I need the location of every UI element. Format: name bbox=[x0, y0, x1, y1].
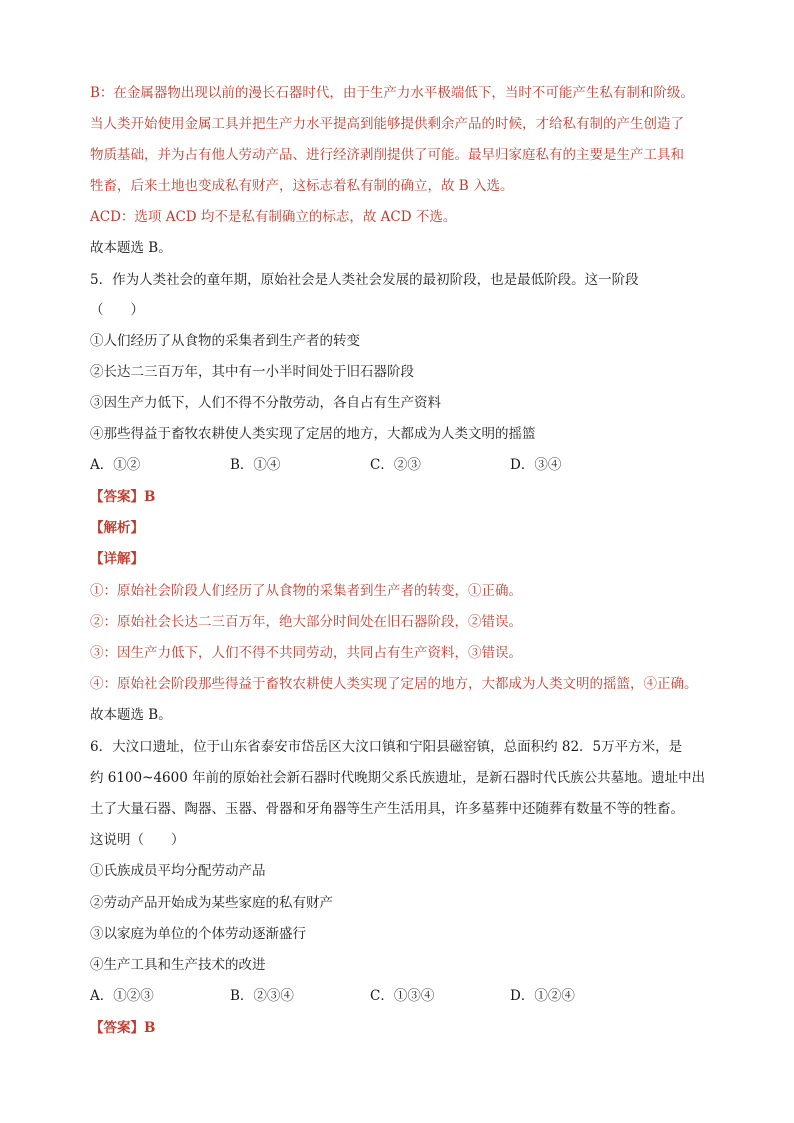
q6-item-3: ③以家庭为单位的个体劳动逐渐盛行 bbox=[90, 926, 306, 942]
q6-stem-line-2: 约 6100~4600 年前的原始社会新石器时代晚期父系氏族遗址，是新石器时代氏族公共墓地。遗址中出 bbox=[90, 770, 706, 786]
q5-options bbox=[90, 455, 730, 475]
q5-explain-4: ④：原始社会阶段那些得益于畜牧农耕使人类实现了定居的地方，大都成为人类文明的摇篮，④正确。 bbox=[90, 676, 698, 692]
q5-option-c: C．②③ bbox=[370, 457, 421, 473]
q6-option-c: C．①③④ bbox=[370, 988, 435, 1004]
q4-explain-b-line-4: 牲畜，后来土地也变成私有财产，这标志着私有制的确立，故 B 入选。 bbox=[90, 178, 514, 194]
q6-stem-line-1: 6．大汶口遗址，位于山东省泰安市岱岳区大汶口镇和宁阳县磁窑镇，总面积约 82．5万平方米，是 bbox=[90, 739, 683, 755]
q5-explain-3: ③：因生产力低下，人们不得不共同劳动，共同占有生产资料，③错误。 bbox=[90, 645, 522, 661]
q4-conclusion: 故本题选 B。 bbox=[90, 240, 172, 256]
q6-option-a: A．①②③ bbox=[90, 988, 154, 1004]
q5-item-2: ②长达二三百万年，其中有一小半时间处于旧石器阶段 bbox=[90, 364, 414, 380]
q5-stem-line-2: （ ） bbox=[90, 302, 144, 318]
q6-options bbox=[90, 986, 730, 1006]
q4-explain-b-line-2: 当人类开始使用金属工具并把生产力水平提高到能够提供剩余产品的时候，才给私有制的产生创造了 bbox=[90, 116, 684, 132]
q4-explain-acd: ACD：选项 ACD 均不是私有制确立的标志，故 ACD 不选。 bbox=[90, 209, 457, 225]
q5-answer: 【答案】B bbox=[90, 489, 156, 505]
q6-stem-line-3: 土了大量石器、陶器、玉器、骨器和牙角器等生产生活用具，许多墓葬中还随葬有数量不等的牲畜。 bbox=[90, 801, 684, 817]
q6-stem-line-4: 这说明（ ） bbox=[90, 832, 185, 848]
q6-item-1: ①氏族成员平均分配劳动产品 bbox=[90, 863, 266, 879]
q6-item-4: ④生产工具和生产技术的改进 bbox=[90, 957, 266, 973]
q6-option-d: D．①②④ bbox=[510, 988, 575, 1004]
q4-explain-b-line-1: B：在金属器物出现以前的漫长石器时代，由于生产力水平极端低下，当时不可能产生私有制和阶级。 bbox=[90, 85, 694, 101]
q5-option-a: A．①② bbox=[90, 457, 141, 473]
q5-explain-1: ①：原始社会阶段人们经历了从食物的采集者到生产者的转变，①正确。 bbox=[90, 583, 522, 599]
q5-detail-heading: 【详解】 bbox=[90, 551, 144, 567]
q5-option-b: B．①④ bbox=[230, 457, 281, 473]
q5-item-4: ④那些得益于畜牧农耕使人类实现了定居的地方，大都成为人类文明的摇篮 bbox=[90, 426, 536, 442]
q5-stem-line-1: 5．作为人类社会的童年期，原始社会是人类社会发展的最初阶段，也是最低阶段。这一阶段 bbox=[90, 272, 639, 288]
q6-option-b: B．②③④ bbox=[230, 988, 294, 1004]
q4-explain-b-line-3: 物质基础，并为占有他人劳动产品、进行经济剥削提供了可能。最早归家庭私有的主要是生产工具和 bbox=[90, 147, 684, 163]
q5-conclusion: 故本题选 B。 bbox=[90, 707, 172, 723]
q5-explain-2: ②：原始社会长达二三百万年，绝大部分时间处在旧石器阶段，②错误。 bbox=[90, 614, 522, 630]
q6-answer: 【答案】B bbox=[90, 1020, 156, 1036]
q5-analysis-heading: 【解析】 bbox=[90, 520, 144, 536]
q5-item-3: ③因生产力低下，人们不得不分散劳动，各自占有生产资料 bbox=[90, 395, 441, 411]
q5-item-1: ①人们经历了从食物的采集者到生产者的转变 bbox=[90, 333, 360, 349]
q6-item-2: ②劳动产品开始成为某些家庭的私有财产 bbox=[90, 895, 333, 911]
q5-option-d: D．③④ bbox=[510, 457, 562, 473]
